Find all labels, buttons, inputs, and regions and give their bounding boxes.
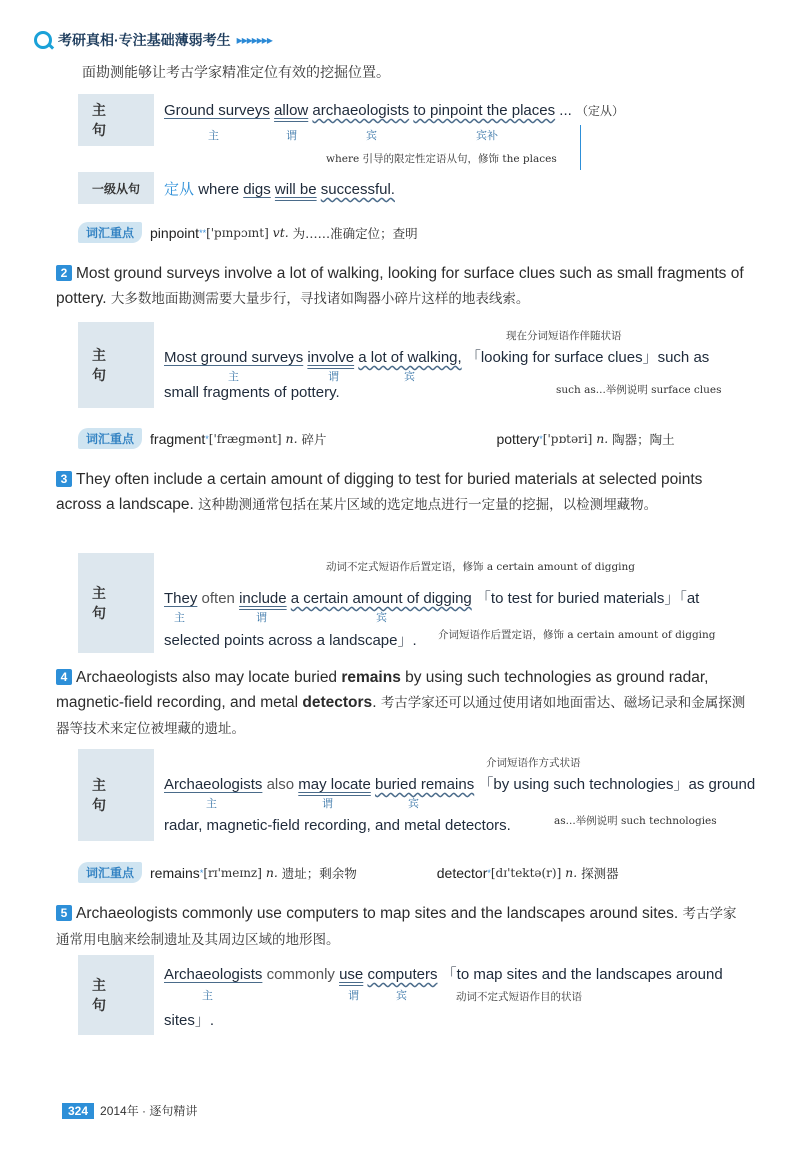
pos-2: n. <box>596 431 609 446</box>
adverbial: 「by using such technologies」as ground <box>478 776 756 793</box>
english-text: They often include a certain amount of digging to test for buried materials at selected points across a landscape. <box>56 471 703 513</box>
analysis-box-4 <box>78 749 756 841</box>
english-text: Most ground surveys involve a lot of walking, looking for surface clues such as small fragments of pottery. <box>56 265 744 307</box>
tag-object: 宾 <box>404 371 415 383</box>
object: a certain amount of digging <box>290 590 472 607</box>
object: buried remains <box>374 776 475 793</box>
definition-1: 碎片 <box>301 431 327 447</box>
sub-verb: will be <box>274 181 317 198</box>
star-icon: * <box>199 867 204 878</box>
sentence-line-1 <box>164 963 723 984</box>
number-badge: 3 <box>56 471 72 487</box>
tag-object: 宾 <box>408 798 419 810</box>
vocab-tag: 词汇重点 <box>78 222 142 243</box>
english-text-3: . <box>372 694 377 711</box>
connector-line <box>580 125 581 170</box>
paragraph-2 <box>56 261 746 312</box>
vocab-word-2: detector <box>436 864 488 881</box>
box-label: 主 句 <box>78 553 154 653</box>
note-bottom: as...举例说明 such technologies <box>554 815 717 827</box>
sentence-line-2: small fragments of pottery. <box>164 384 340 401</box>
chinese-text: 考古学家还可以通过使用诸如地面雷达、磁场记录和金属探测器等技术来定位被埋藏的遗址。 <box>56 695 746 737</box>
analysis-box-2 <box>78 322 722 408</box>
vocab-row-4 <box>78 862 738 883</box>
definition: 为……准确定位；查明 <box>292 225 418 241</box>
note-top: 现在分词短语作伴随状语 <box>506 330 622 342</box>
phonetic-1: [rɪ'meɪnz] <box>203 865 262 880</box>
analysis-box-5 <box>78 955 723 1035</box>
sentence-line-1 <box>164 587 699 608</box>
tag-verb: 谓 <box>328 371 339 383</box>
note-bottom: such as...举例说明 surface clues <box>556 384 722 396</box>
vocab-word-1: remains <box>150 864 200 881</box>
number-badge: 5 <box>56 905 72 921</box>
tag-object: 宾 <box>376 612 387 624</box>
chinese-text: 大多数地面勘测需要大量步行，寻找诸如陶器小碎片这样的地表线索。 <box>110 291 530 307</box>
object: a lot of walking, <box>358 349 462 366</box>
phonetic-2: [dɪ'tektə(r)] <box>490 865 562 880</box>
box-label: 主 句 <box>78 955 154 1035</box>
vocab-word-1: fragment <box>150 430 206 447</box>
adverb: commonly <box>266 966 335 983</box>
english-text-1: Archaeologists also may locate buried <box>76 669 342 686</box>
note-top: 动词不定式短语作后置定语，修饰 a certain amount of digging <box>326 561 636 573</box>
tag-verb: 谓 <box>256 612 267 624</box>
tag-verb: 谓 <box>286 130 297 142</box>
verb: involve <box>307 349 355 366</box>
tag-object: 宾 <box>396 990 407 1002</box>
definition-2: 探测器 <box>581 865 619 881</box>
english-text-2: by using such technologies as ground radar, magnetic-field recording, and metal <box>56 669 709 711</box>
sub-label: 一级从句 <box>78 172 154 204</box>
chinese-text: 这种勘测通常包括在某片区域的选定地点进行一定量的挖掘，以检测埋藏物。 <box>198 497 658 513</box>
modifier: 「to test for buried materials」「at <box>475 590 700 607</box>
footer-text: 2014年 · 逐句精讲 <box>100 1104 198 1118</box>
sub-word: where <box>198 181 240 198</box>
analysis-box-1-sub <box>78 172 395 204</box>
vocab-row-1 <box>78 222 418 243</box>
sentence-line-1 <box>164 346 709 367</box>
box-label: 主 句 <box>78 749 154 841</box>
header-arrows: ▸▸▸▸▸▸▸ <box>236 33 272 47</box>
subject: Most ground surveys <box>164 349 304 366</box>
note: 动词不定式短语作目的状语 <box>456 991 582 1003</box>
sentence-line-1 <box>164 773 755 794</box>
page-number: 324 <box>62 1103 94 1119</box>
top-line: 面勘测能够让考古学家精准定位有效的挖掘位置。 <box>82 65 390 81</box>
english-text: Archaeologists commonly use computers to map sites and the landscapes around sites. <box>76 905 679 922</box>
tag-complement: 宾补 <box>476 130 498 142</box>
sub-tag: 定从 <box>164 181 195 198</box>
sub-sentence <box>164 178 395 199</box>
definition-1: 遗址；剩余物 <box>281 865 357 881</box>
star-icon: * <box>487 867 491 878</box>
vocab-word-2: pottery <box>496 430 540 447</box>
box1-note: where 引导的限定性定语从句，修饰 the places <box>326 153 557 165</box>
number-badge: 2 <box>56 265 72 281</box>
subject: Ground surveys <box>164 102 270 119</box>
phonetic-2: ['pɒtəri] <box>542 431 593 446</box>
note-bottom: 介词短语作后置定语，修饰 a certain amount of digging <box>438 629 716 641</box>
verb: include <box>239 590 287 607</box>
adverb: often <box>201 590 235 607</box>
star-icon: * <box>539 433 543 444</box>
analysis-box-1 <box>78 94 624 146</box>
vocab-tag: 词汇重点 <box>78 428 142 449</box>
sub-subject: digs <box>243 181 271 198</box>
sub-complement: successful. <box>320 181 395 198</box>
object: archaeologists <box>312 102 410 119</box>
pos-1: n. <box>265 865 278 880</box>
tag-verb: 谓 <box>322 798 333 810</box>
object: computers <box>367 966 438 983</box>
phonetic-1: ['frægmənt] <box>208 431 282 446</box>
sentence-line-2: sites」. <box>164 1012 215 1029</box>
page-header <box>34 30 272 50</box>
adverbial: 「to map sites and the landscapes around <box>441 966 723 983</box>
box-label: 主 句 <box>78 94 154 146</box>
adverbial: 「looking for surface clues」such as <box>465 349 710 366</box>
analysis-box-3 <box>78 553 716 653</box>
paragraph-3 <box>56 467 746 518</box>
sentence-line-2: radar, magnetic-field recording, and metal detectors. <box>164 817 511 834</box>
pos-2: n. <box>565 865 578 880</box>
header-title: 考研真相·专注基础薄弱考生 <box>58 32 231 48</box>
sentence-line-2: selected points across a landscape」. <box>164 632 417 649</box>
definition-2: 陶器；陶土 <box>612 431 675 447</box>
tag-subject: 主 <box>206 798 217 810</box>
tag-subject: 主 <box>174 612 185 624</box>
tag-subject: 主 <box>202 990 213 1002</box>
paren-note: （定从） <box>575 104 624 118</box>
verb: allow <box>274 102 309 119</box>
box-label: 主 句 <box>78 322 154 408</box>
tag-object: 宾 <box>366 130 377 142</box>
paragraph-4 <box>56 665 746 742</box>
number-badge: 4 <box>56 669 72 685</box>
subject: Archaeologists <box>164 776 263 793</box>
page-footer <box>62 1102 197 1119</box>
complement: to pinpoint the places <box>413 102 556 119</box>
bold-word-1: remains <box>341 669 401 686</box>
tag-verb: 谓 <box>348 990 359 1002</box>
vocab-word: pinpoint <box>150 224 200 241</box>
sentence-line <box>164 102 624 119</box>
paragraph-5 <box>56 901 746 953</box>
verb: may locate <box>298 776 371 793</box>
phonetic: ['pɪnpɔɪnt] <box>206 225 269 240</box>
adverb: also <box>266 776 295 793</box>
tag-subject: 主 <box>208 130 219 142</box>
subject: Archaeologists <box>164 966 263 983</box>
chinese-text: 考古学家通常用电脑来绘制遗址及其周边区域的地形图。 <box>56 906 737 948</box>
vocab-tag: 词汇重点 <box>78 862 142 883</box>
vocab-row-2 <box>78 428 738 449</box>
verb: use <box>339 966 364 983</box>
ellipsis: ... <box>559 102 572 119</box>
bold-word-2: detectors <box>302 694 373 711</box>
tag-subject: 主 <box>228 371 239 383</box>
star-icon: * <box>205 433 209 444</box>
note-top: 介词短语作方式状语 <box>486 757 581 769</box>
subject: They <box>164 590 198 607</box>
star-icon: ** <box>199 227 207 238</box>
search-logo-icon <box>34 31 52 49</box>
pos-1: n. <box>285 431 298 446</box>
pos: vt. <box>272 225 289 240</box>
